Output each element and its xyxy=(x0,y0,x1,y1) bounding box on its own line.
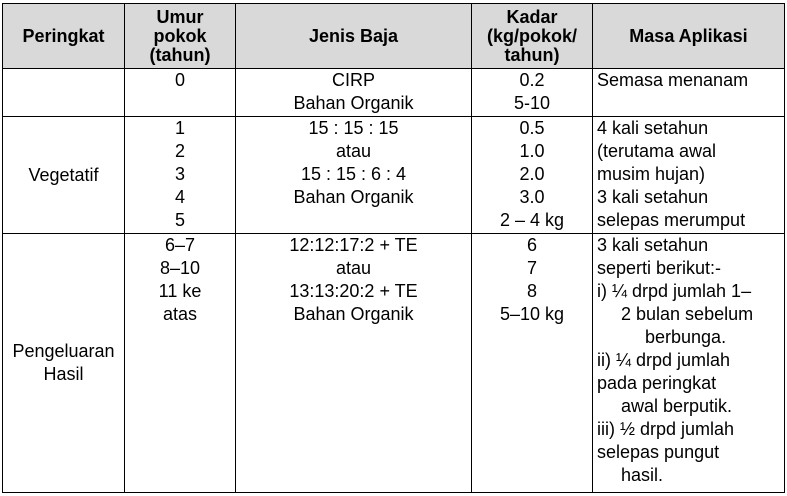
age-cell: 6–7 8–10 11 ke atas xyxy=(125,234,236,493)
table-row xyxy=(3,234,785,493)
age-cell: 1 2 3 4 5 xyxy=(125,116,236,234)
fertilizer-cell: 15 : 15 : 15 atau 15 : 15 : 6 : 4 Bahan Organik xyxy=(236,116,472,234)
table-row xyxy=(3,69,785,117)
header-rate: Kadar (kg/pokok/ tahun) xyxy=(472,4,593,69)
stage-cell: Vegetatif xyxy=(3,116,125,234)
age-cell: 0 xyxy=(125,69,236,117)
stage-cell: Pengeluaran Hasil xyxy=(3,234,125,493)
rate-cell: 0.2 5-10 xyxy=(472,69,593,117)
rate-cell: 6 7 8 5–10 kg xyxy=(472,234,593,493)
fertilizer-cell: CIRP Bahan Organik xyxy=(236,69,472,117)
stage-cell xyxy=(3,69,125,117)
timing-cell: 3 kali setahun seperti berikut:- i) ¼ drpd jumlah 1– 2 bulan sebelum berbunga. ii) ¼ drpd jumlah pada peringkat awal berputik. iii) ½ drpd jumlah selepas pungut hasil. xyxy=(593,234,785,493)
rate-cell: 0.5 1.0 2.0 3.0 2 – 4 kg xyxy=(472,116,593,234)
timing-cell: Semasa menanam xyxy=(593,69,785,117)
header-fertilizer: Jenis Baja xyxy=(236,4,472,69)
fertilizer-cell: 12:12:17:2 + TE atau 13:13:20:2 + TE Bahan Organik xyxy=(236,234,472,493)
header-timing: Masa Aplikasi xyxy=(593,4,785,69)
table-row xyxy=(3,116,785,234)
header-age: Umur pokok (tahun) xyxy=(125,4,236,69)
header-row xyxy=(3,4,785,69)
header-stage: Peringkat xyxy=(3,4,125,69)
timing-cell: 4 kali setahun (terutama awal musim hujan) 3 kali setahun selepas merumput xyxy=(593,116,785,234)
fertilizer-schedule-table xyxy=(2,3,785,493)
